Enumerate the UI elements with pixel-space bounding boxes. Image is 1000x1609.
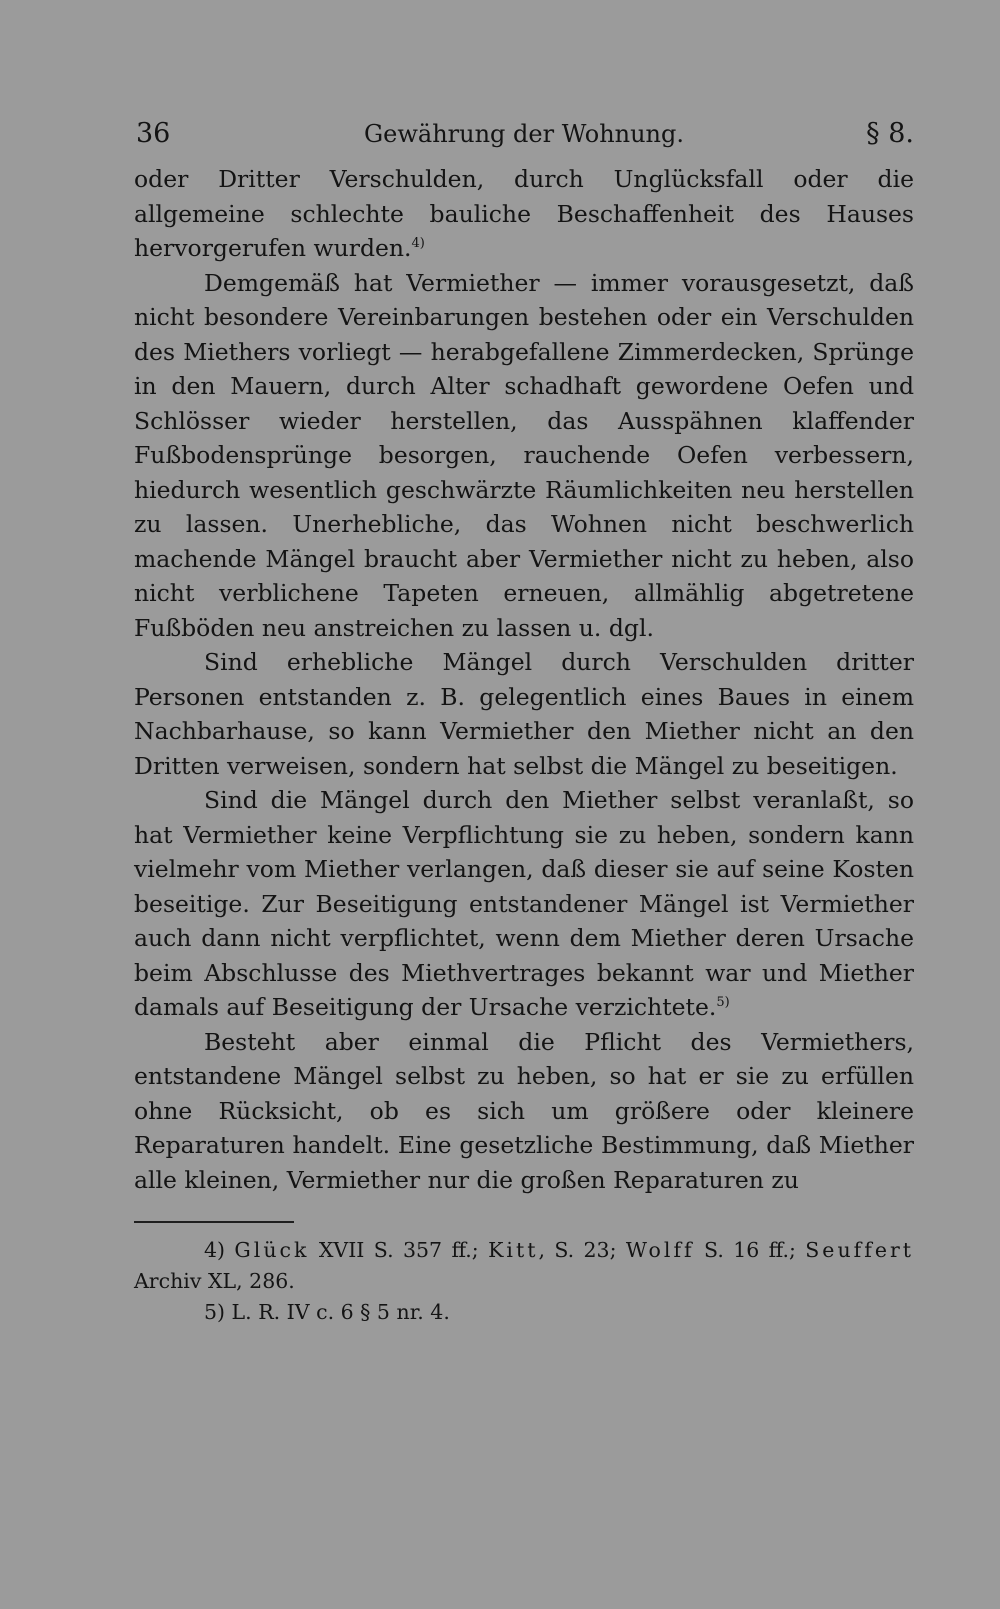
footnote-rule bbox=[134, 1221, 294, 1223]
paragraph bbox=[134, 783, 914, 1025]
footnote bbox=[134, 1297, 914, 1328]
paragraph bbox=[134, 162, 914, 266]
text-run: Archiv XL, 286. bbox=[134, 1269, 295, 1293]
text-run: 4) bbox=[204, 1238, 235, 1262]
page-header bbox=[134, 118, 914, 162]
section-mark: § 8. bbox=[866, 118, 914, 149]
text-run: , S. 23; bbox=[538, 1238, 626, 1262]
text-run: XVII S. 357 ff.; bbox=[309, 1238, 489, 1262]
paragraph bbox=[134, 266, 914, 646]
footnote bbox=[134, 1235, 914, 1297]
author-name: Seuffert bbox=[805, 1238, 914, 1262]
footnote-reference: 4) bbox=[411, 236, 425, 252]
author-name: Glück bbox=[234, 1238, 310, 1262]
text-run: oder Dritter Verschulden, durch Unglücksfall oder die allgemeine schlechte bauliche Beschaffenheit des Hauses hervorgerufen wurden. bbox=[134, 165, 914, 262]
paragraph bbox=[134, 645, 914, 783]
paragraph bbox=[134, 1025, 914, 1198]
text-run: Sind die Mängel durch den Miether selbst veranlaßt, so hat Vermiether keine Verpflichtung sie zu heben, sondern kann vielmehr vom Miether verlangen, daß dieser sie auf seine Kosten beseitige. Zur Beseitigung entstandener Mängel ist Vermiether auch dann nicht verpflichtet, wenn dem Miether deren Ursache beim Abschlusse des Miethvertrages bekannt war und Miether damals auf Beseitigung der Ursache verzichtete. bbox=[134, 786, 914, 1021]
footnote-reference: 5) bbox=[716, 995, 730, 1011]
text-run: S. 16 ff.; bbox=[694, 1238, 806, 1262]
page-number: 36 bbox=[136, 118, 171, 149]
text-run: Demgemäß hat Vermiether — immer vorausgesetzt, daß nicht besondere Vereinbarungen bestehen oder ein Verschulden des Miethers vorliegt — herabgefallene Zimmerdecken, Sprünge in den Mauern, durch Alter schadhaft gewordene Oefen und Schlösser wieder herstellen, das Ausspähnen klaffender Fußbodensprünge besorgen, rauchende Oefen verbessern, hiedurch wesentlich geschwärzte Räumlichkeiten neu herstellen zu lassen. Unerhebliche, das Wohnen nicht beschwerlich machende Mängel braucht aber Vermiether nicht zu heben, also nicht verblichene Tapeten erneuen, allmählig abgetretene Fußböden neu anstreichen zu lassen u. dgl. bbox=[134, 268, 914, 642]
text-run: 5) L. R. IV c. 6 § 5 nr. 4. bbox=[204, 1300, 450, 1324]
footnotes bbox=[134, 1235, 914, 1328]
author-name: Wolff bbox=[625, 1238, 695, 1262]
text-run: Besteht aber einmal die Pflicht des Vermiethers, entstandene Mängel selbst zu heben, so hat er sie zu erfüllen ohne Rücksicht, ob es sich um größere oder kleinere Reparaturen handelt. Eine gesetzliche Bestimmung, daß Miether alle kleinen, Vermiether nur die großen Reparaturen zu bbox=[134, 1027, 914, 1194]
running-title: Gewährung der Wohnung. bbox=[363, 120, 685, 148]
author-name: Kitt bbox=[488, 1238, 539, 1262]
book-page bbox=[134, 118, 914, 1328]
text-run: Sind erhebliche Mängel durch Verschulden dritter Personen entstanden z. B. gelegentlich eines Baues in einem Nachbarhause, so kann Vermiether den Miether nicht an den Dritten verweisen, sondern hat selbst die Mängel zu beseitigen. bbox=[134, 648, 914, 780]
body-text bbox=[134, 162, 914, 1197]
